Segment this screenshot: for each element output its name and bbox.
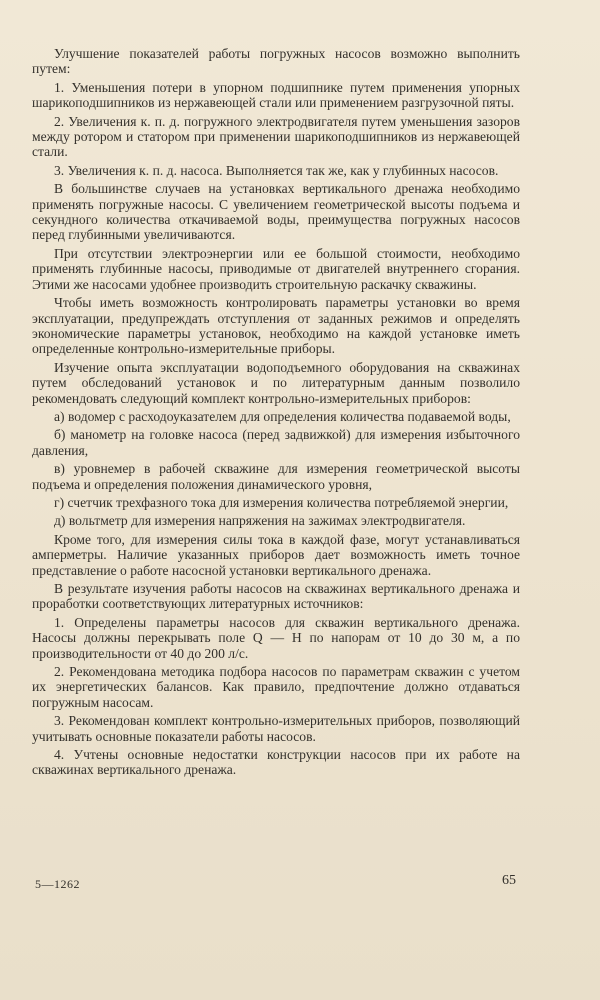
list-item-d: г) счетчик трехфазного тока для измерения количества потребляемой энергии, [54,494,509,510]
body-text [32,46,520,781]
paragraph-results-intro: В результате изучения работы насосов на скважинах вертикального дренажа и проработки соответствующих литературных источников: [32,581,520,612]
paragraph-item-2: 2. Увеличения к. п. д. погружного электродвигателя путем уменьшения зазоров между ротором и статором при применении шарикоподшипников из нержавеющей стали. [32,113,520,160]
paragraph-submersible-pumps: В большинстве случаев на установках вертикального дренажа необходимо применять погружные насосы. С увеличением геометрической высоты подъема и секундного количества откачиваемой воды, преимущества погружных насосов перед глубинными увеличиваются. [32,181,520,243]
list-item-c: в) уровнемер в рабочей скважине для измерения геометрической высоты подъема и определения положения динамического уровня, [32,461,520,492]
conclusion-1: 1. Определены параметры насосов для скважин вертикального дренажа. Насосы должны перекрывать поле Q — H по напорам от 10 до 30 м, а по производительности от 40 до 200 л/с. [32,614,520,661]
list-item-b: б) манометр на головке насоса (перед задвижкой) для измерения избыточного давления, [32,427,520,458]
paragraph-intro: Улучшение показателей работы погружных насосов возможно выполнить путем: [32,46,520,77]
conclusion-3: 3. Рекомендован комплект контрольно-измерительных приборов, позволяющий учитывать основные показатели работы насосов. [32,713,520,744]
list-item-e: д) вольтметр для измерения напряжения на зажимах электродвигателя. [54,513,466,529]
paragraph-ammeters: Кроме того, для измерения силы тока в каждой фазе, могут устанавливаться амперметры. Наличие указанных приборов дает возможность иметь точное представление о работе насосной установки вертикального дренажа. [32,531,520,578]
page-number: 65 [502,873,516,888]
paragraph-deep-well-pumps: При отсутствии электроэнергии или ее большой стоимости, необходимо применять глубинные насосы, приводимые от двигателей внутреннего сгорания. Этими же насосами удобнее производить строительную раскачку скважины. [32,245,520,292]
printer-signature: 5—1262 [35,877,80,891]
conclusion-4: 4. Учтены основные недостатки конструкции насосов при их работе на скважинах вертикального дренажа. [32,747,520,778]
paragraph-monitoring: Чтобы иметь возможность контролировать параметры установки во время эксплуатации, предупреждать отступления от заданных режимов и определять экономические параметры установок, необходимо на каждой установке иметь определенные контрольно-измерительные приборы. [32,295,520,357]
paragraph-item-1: 1. Уменьшения потери в упорном подшипнике путем применения упорных шарикоподшипников из нержавеющей стали или применением разгрузочной пяты. [32,79,520,111]
list-item-a: а) водомер с расходоуказателем для определения количества подаваемой воды, [54,408,511,424]
paragraph-instruments-intro: Изучение опыта эксплуатации водоподъемного оборудования на скважинах путем обследований установок и по литературным данным позволило рекомендовать следующий комплект контрольно-измерительных приборов: [32,359,520,406]
paragraph-item-3: 3. Увеличения к. п. д. насоса. Выполняется так же, как у глубинных насосов. [54,162,499,178]
conclusion-2: 2. Рекомендована методика подбора насосов по параметрам скважин с учетом их энергетических балансов. Как правило, предпочтение должно отдаваться погружным насосам. [32,664,520,710]
